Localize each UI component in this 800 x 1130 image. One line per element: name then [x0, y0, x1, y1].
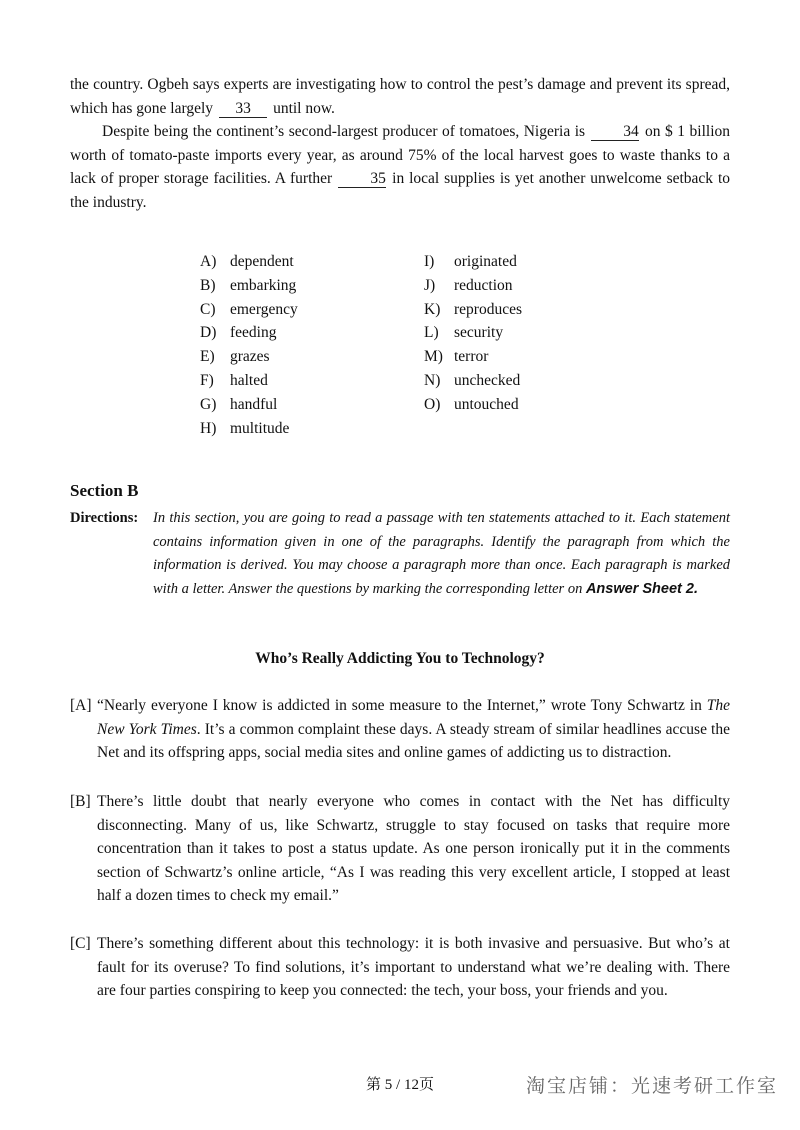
paragraph-a: [A] “Nearly everyone I know is addicted in some measure to the Internet,” wrote Tony Schwartz in The New York Times. It’s a common complaint these days. A steady stream of similar headlines accuse the Net and its offspring apps, social media sites and online games of addicting us to distraction.	[70, 694, 730, 765]
option-item: I) originated	[424, 253, 517, 270]
option-item: J) reduction	[424, 276, 513, 294]
shop-watermark: 淘宝店铺：光速考研工作室	[525, 1075, 778, 1097]
page-number: 第 5 / 12页	[366, 1077, 434, 1093]
answer-sheet-label: Answer Sheet 2.	[585, 580, 698, 597]
passage-paragraph-2: Despite being the continent’s second-largest producer of tomatoes, Nigeria is 34 on $ 1 billion worth of tomato-paste imports every year, as around 75% of the local harvest goes to waste thanks to a lack of proper storage facilities. A further 35 in local supplies is yet another unwelcome setback to the industry.	[70, 123, 730, 211]
option-item: A) dependent	[200, 253, 294, 270]
passage-title: Who’s Really Addicting You to Technology?	[255, 650, 545, 667]
option-item: N) unchecked	[424, 371, 521, 389]
option-item: O) untouched	[424, 395, 519, 413]
option-item: B) embarking	[200, 276, 297, 294]
blank-35: 35	[338, 170, 386, 188]
paragraph-marker: [C]	[70, 935, 91, 952]
section-b-title: Section B	[70, 481, 139, 500]
passage-paragraph-1: the country. Ogbeh says experts are investigating how to control the pest’s damage and prevent its spread, which has gone largely 33 until now.	[70, 76, 730, 117]
option-item: K) reproduces	[424, 300, 522, 318]
blank-33: 33	[219, 100, 267, 118]
directions	[70, 507, 730, 601]
option-item: L) security	[424, 324, 504, 342]
option-item: H) multitude	[200, 419, 290, 437]
option-item: G) handful	[200, 395, 278, 413]
directions-label: Directions:	[70, 510, 139, 526]
option-item: F) halted	[200, 371, 268, 389]
newspaper-title: The New York Times	[97, 697, 730, 738]
paragraph-c: [C] There’s something different about this technology: it is both invasive and persuasive. But who’s at fault for its overuse? To find solutions, it’s important to understand what we’re dealing with. There are four parties conspiring to keep you connected: the tech, your boss, your friends and you.	[70, 932, 730, 1003]
word-bank-left-column	[200, 250, 298, 440]
directions-text: In this section, you are going to read a passage with ten statements attached to it. Each statement contains information given in one of the paragraphs. Identify the paragraph from which the information is derived. You may choose a paragraph more than once. Each paragraph is marked with a letter. Answer the questions by marking the corresponding letter on Answer Sheet 2.	[153, 510, 730, 597]
word-bank-right-column	[424, 250, 522, 417]
paragraph-marker: [A]	[70, 697, 92, 714]
option-item: D) feeding	[200, 324, 277, 342]
option-item: M) terror	[424, 348, 489, 366]
option-item: C) emergency	[200, 300, 298, 318]
option-item: E) grazes	[200, 348, 270, 366]
paragraph-marker: [B]	[70, 793, 91, 810]
blank-34: 34	[591, 123, 639, 141]
paragraph-b: [B] There’s little doubt that nearly everyone who comes in contact with the Net has difficulty disconnecting. Many of us, like Schwartz, struggle to stay focused on tasks that require more concentration than it takes to post a status update. As one person ironically put it in the comments section of Schwartz’s online article, “As I was reading this very excellent article, I stopped at least half a dozen times to check my email.”	[70, 790, 730, 908]
